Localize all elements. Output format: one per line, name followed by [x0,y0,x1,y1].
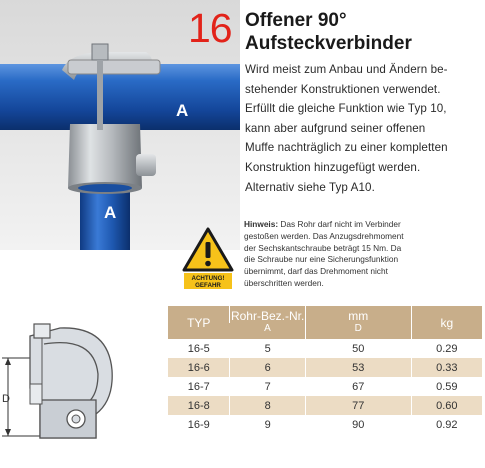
cell-a: 5 [230,339,305,358]
description-line: Wird meist zum Anbau und Ändern be- [245,63,448,76]
table-row [168,339,482,358]
cell-d: 90 [305,415,411,434]
cell-a: 6 [230,358,305,377]
note-text: Das Rohr darf nicht im Verbinder [278,219,401,229]
header-typ: TYP [168,306,230,339]
warning-icon [182,226,234,290]
table-row [168,415,482,434]
product-number: 16 [188,5,232,51]
description-line: kann aber aufgrund seiner offenen [245,121,426,135]
description-line: Erfüllt die gleiche Funktion wie Typ 10, [245,102,447,116]
cell-kg: 0.60 [411,396,482,415]
cell-d: 50 [305,339,411,358]
cell-d: 77 [305,396,411,415]
cell-kg: 0.92 [411,415,482,434]
table-row [168,377,482,396]
note-text: der Sechskantschraube beträgt 15 Nm. Da [244,242,402,253]
safety-note [244,219,484,290]
cell-kg: 0.59 [411,377,482,396]
cell-typ: 16-9 [168,415,230,434]
cell-d: 53 [305,358,411,377]
note-text: überschritten werden. [244,277,324,288]
description-line: Muffe nachträglich zu einer kompletten [245,141,448,155]
cell-kg: 0.29 [411,339,482,358]
label-pipe-vertical: A [104,203,117,222]
cell-typ: 16-7 [168,377,230,396]
table-row [168,358,482,377]
cell-a: 7 [230,377,305,396]
technical-drawing [0,318,128,446]
specification-table [168,306,482,434]
header-mm-sub: D [305,323,411,339]
label-pipe-horizontal: A [176,101,189,120]
cell-typ: 16-5 [168,339,230,358]
description-line: Konstruktion hinzugefügt werden. [245,160,421,174]
note-text: die Schraube nur eine Sicherungsfunktion [244,254,399,265]
product-title-line2: Aufsteckverbinder [245,33,412,54]
header-mm: mm [305,306,411,323]
warning-icon-text: ACHTUNG! [191,275,225,282]
cell-typ: 16-6 [168,358,230,377]
product-title-line1: Offener 90° [245,10,347,31]
warning-icon-text: GEFAHR [195,282,221,289]
dimension-label: D [2,393,10,405]
product-description [245,60,481,197]
note-text: übernimmt, darf das Drehmoment nicht [244,266,388,277]
cell-a: 9 [230,415,305,434]
cell-typ: 16-8 [168,396,230,415]
cell-a: 8 [230,396,305,415]
description-line: Alternativ siehe Typ A10. [245,180,375,194]
table-row [168,396,482,415]
note-text: gestoßen werden. Das Anzugsdrehmoment [244,230,404,241]
cell-d: 67 [305,377,411,396]
note-label: Hinweis: [244,219,279,229]
description-line: stehender Konstruktionen verwendet. [245,82,441,96]
header-rohr: Rohr-Bez.-Nr. [230,306,305,323]
cell-kg: 0.33 [411,358,482,377]
header-kg: kg [411,306,482,339]
header-rohr-sub: A [230,323,305,339]
